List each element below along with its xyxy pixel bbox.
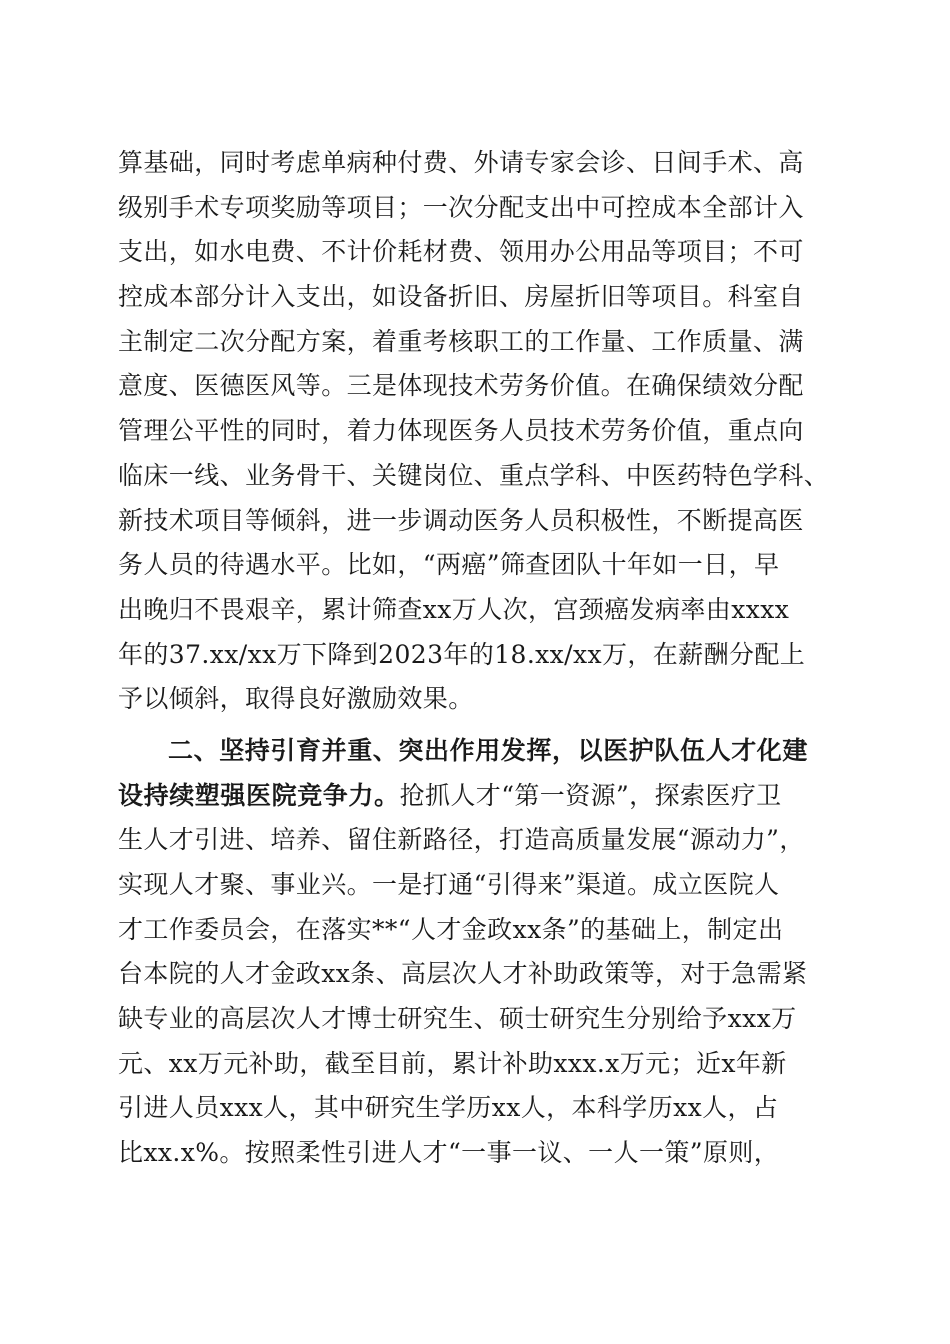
text-line: 控成本部分计入支出，如设备折旧、房屋折旧等项目。科室自 <box>118 282 804 312</box>
text-line: 引进人员xxx人，其中研究生学历xx人，本科学历xx人，占 <box>118 1093 779 1123</box>
text-line: 级别手术专项奖励等项目；一次分配支出中可控成本全部计入 <box>118 192 804 222</box>
text-line <box>118 774 838 819</box>
text-line: 新技术项目等倾斜，进一步调动医务人员积极性，不断提高医 <box>118 505 804 535</box>
text-line: 出晚归不畏艰辛，累计筛查xx万人次，宫颈癌发病率由xxxx <box>118 594 790 624</box>
text-line: 年的37.xx/xx万下降到2023年的18.xx/xx万，在薪酬分配上 <box>118 639 806 669</box>
section-paragraph <box>118 729 838 1176</box>
text-line: 主制定二次分配方案，着重考核职工的工作量、工作质量、满 <box>118 326 804 356</box>
text-line: 予以倾斜，取得良好激励效果。 <box>118 684 474 714</box>
text-line: 支出，如水电费、不计价耗材费、领用办公用品等项目；不可 <box>118 237 804 267</box>
text-line: 管理公平性的同时，着力体现医务人员技术劳务价值，重点向 <box>118 416 804 446</box>
document-body <box>118 141 838 1176</box>
section-text-start: 抢抓人才“第一资源”，探索医疗卫 <box>399 780 782 810</box>
text-line: 实现人才聚、事业兴。一是打通“引得来”渠道。成立医院人 <box>118 870 780 899</box>
text-line: 临床一线、业务骨干、关键岗位、重点学科、中医药特色学科、 <box>118 460 830 490</box>
text-line: 算基础，同时考虑单病种付费、外请专家会诊、日间手术、高 <box>118 148 804 177</box>
text-line: 才工作委员会，在落实**“人才金政xx条”的基础上，制定出 <box>118 914 784 944</box>
text-line: 生人才引进、培养、留住新路径，打造高质量发展“源动力”， <box>118 825 805 855</box>
paragraph-continued <box>118 141 838 722</box>
text-line: 元、xx万元补助，截至目前，累计补助xxx.x万元；近x年新 <box>118 1048 787 1078</box>
text-line: 台本院的人才金政xx条、高层次人才补助政策等，对于急需紧 <box>118 959 808 989</box>
section-heading-end: 设持续塑强医院竞争力。 <box>118 780 400 810</box>
text-line: 意度、医德医风等。三是体现技术劳务价值。在确保绩效分配 <box>118 371 804 401</box>
section-heading: 二、坚持引育并重、突出作用发挥，以医护队伍人才化建 <box>168 735 809 765</box>
text-line: 缺专业的高层次人才博士研究生、硕士研究生分别给予xxx万 <box>118 1004 797 1034</box>
text-line: 比xx.x%。按照柔性引进人才“一事一议、一人一策”原则， <box>118 1138 780 1168</box>
text-line: 务人员的待遇水平。比如，“两癌”筛查团队十年如一日，早 <box>118 550 780 580</box>
